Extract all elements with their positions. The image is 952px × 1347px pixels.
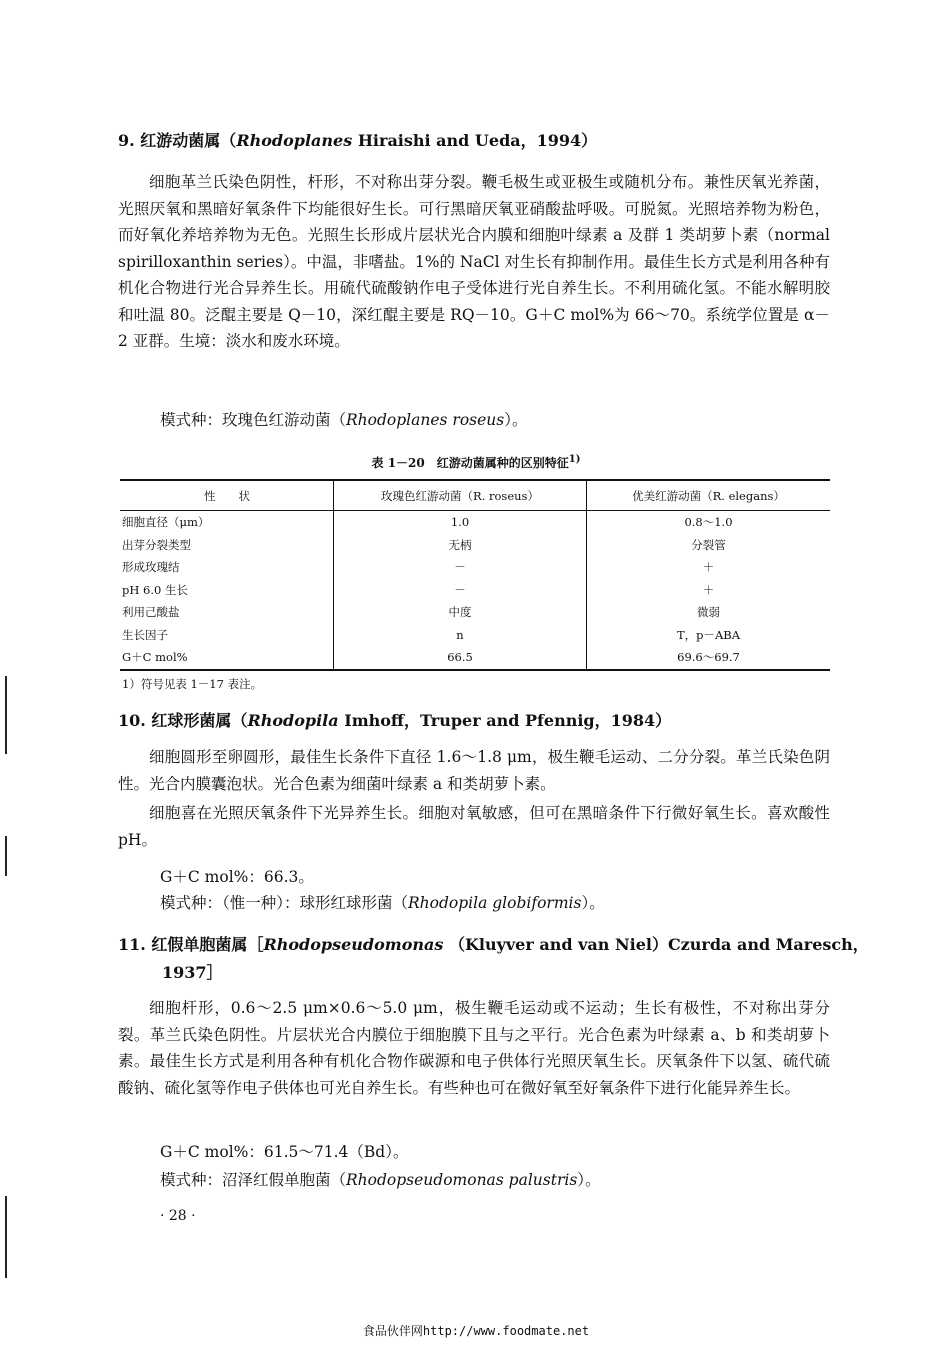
table-cell: 分裂管	[587, 534, 831, 557]
table-cell: pH 6.0 生长	[122, 582, 188, 597]
section-9-type-species: 模式种：玫瑰色红游动菌（Rhodoplanes roseus）。	[160, 411, 528, 429]
section-9-paragraph: 细胞革兰氏染色阴性，杆形，不对称出芽分裂。鞭毛极生或亚极生或随机分布。兼性厌氧光养菌，光照厌氧和黑暗好氧条件下均能很好生长。可行黑暗厌氧亚硝酸盐呼吸。可脱氮。光照培养物为粉色，而好氧化养培养物为无色。光照生长形成片层状光合内膜和细胞叶绿素 a 及群 1 类胡萝卜素（normal spirilloxanthin series）。中温，非嗜盐。1%的 NaCl 对生长有抑制作用。最佳生长方式是利用各种有机化合物进行光合异养生长。用硫代硫酸钠作电子受体进行光自养生长。不利用硫化氢。不能水解明胶和吐温 80。泛醌主要是 Q－10，深红醌主要是 RQ－10。G＋C mol%为 66～70。系统学位置是 α－2 亚群。生境：淡水和废水环境。	[118, 173, 830, 350]
section-10-gc-content: G＋C mol%：66.3。	[160, 868, 314, 886]
table-header-cell: 性 状	[120, 480, 334, 511]
table-cell: 69.6～69.7	[587, 646, 831, 670]
section-11-paragraph: 细胞杆形，0.6～2.5 μm×0.6～5.0 μm，极生鞭毛运动或不运动；生长有极性，不对称出芽分裂。革兰氏染色阴性。片层状光合内膜位于细胞膜下且与之平行。光合色素为叶绿素 a、b 和类胡萝卜素。最佳生长方式是利用各种有机化合物作碳源和电子供体行光照厌氧生长。厌氧条件下以氢、硫代硫酸钠、硫化氢等作电子供体也可光自养生长。有些种也可在微好氧至好氧条件下进行化能异养生长。	[118, 999, 830, 1097]
table-cell: 无柄	[334, 534, 587, 557]
section-10-type-species: 模式种：（惟一种）：球形红球形菌（Rhodopila globiformis）。	[160, 894, 605, 912]
table-header-row	[120, 480, 830, 511]
table-cell: 66.5	[334, 646, 587, 670]
table-cell: 0.8～1.0	[587, 511, 831, 534]
section-11-heading-year: 1937］	[162, 963, 223, 982]
table-cell: 形成玫瑰结	[122, 560, 180, 575]
table-row	[120, 556, 830, 579]
scan-margin-mark	[5, 1196, 7, 1278]
table-caption: 表 1－20 红游动菌属种的区别特征$^{1)}$	[371, 454, 581, 470]
section-10-paragraph: 细胞圆形至卵圆形，最佳生长条件下直径 1.6～1.8 μm，极生鞭毛运动、二分分裂。革兰氏染色阴性。光合内膜囊泡状。光合色素为细菌叶绿素 a 和类胡萝卜素。	[118, 748, 830, 793]
footer-watermark: 食品伙伴网http://www.foodmate.net	[362, 1324, 590, 1338]
table-cell: 微弱	[587, 601, 831, 624]
table-header-cell: 优美红游动菌（R. elegans）	[587, 480, 831, 511]
table-row	[120, 579, 830, 602]
table-cell: 利用己酸盐	[122, 605, 180, 620]
table-cell: 中度	[334, 601, 587, 624]
scan-margin-mark	[5, 836, 7, 876]
table-cell: 出芽分裂类型	[122, 537, 191, 552]
section-11-gc-content: G＋C mol%：61.5～71.4（Bd）。	[160, 1143, 409, 1161]
section-10-heading: 10. 红球形菌属（Rhodopila Imhoff，Truper and Pfennig，1984）	[118, 711, 672, 730]
section-10-paragraph: 细胞喜在光照厌氧条件下光异养生长。细胞对氧敏感，但可在黑暗条件下行微好氧生长。喜欢酸性 pH。	[118, 804, 830, 849]
traits-table	[120, 479, 830, 671]
table-row	[120, 534, 830, 557]
scan-margin-mark	[5, 676, 7, 754]
table-cell: 1.0	[334, 511, 587, 534]
table-row	[120, 601, 830, 624]
page-number: · 28 ·	[160, 1208, 196, 1224]
table-cell: T，p－ABA	[587, 624, 831, 647]
table-row	[120, 624, 830, 647]
table-header-cell: 玫瑰色红游动菌（R. roseus）	[334, 480, 587, 511]
table-cell: G＋C mol%	[120, 646, 334, 670]
section-11-type-species: 模式种：沼泽红假单胞菌（Rhodopseudomonas palustris）。	[160, 1171, 601, 1189]
table-cell: n	[334, 624, 587, 647]
table-row	[120, 511, 830, 534]
table-cell: 细胞直径（μm）	[122, 515, 210, 530]
section-9-heading: 9. 红游动菌属（Rhodoplanes Hiraishi and Ueda，1994）	[118, 131, 598, 150]
table-footnote: 1）符号见表 1－17 表注。	[122, 677, 263, 691]
table-cell: －	[334, 556, 587, 579]
table-cell: 生长因子	[122, 627, 168, 642]
table-cell: ＋	[587, 556, 831, 579]
section-11-heading: 11. 红假单胞菌属［Rhodopseudomonas （Kluyver and van Niel）Czurda and Maresch，	[118, 935, 869, 954]
table-cell: －	[334, 579, 587, 602]
table-row	[120, 646, 830, 670]
table-cell: ＋	[587, 579, 831, 602]
